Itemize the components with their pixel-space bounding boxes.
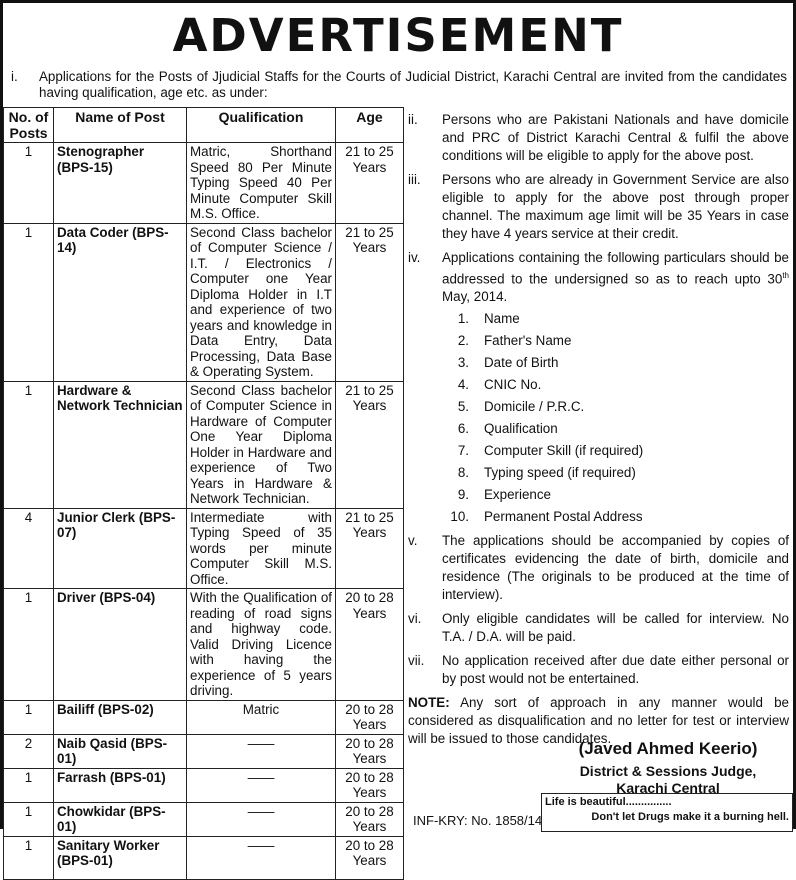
particular-label: CNIC No.	[484, 377, 542, 393]
post-qualification: Intermediate with Typing Speed of 35 words per minute Computer Skill M.S. Office.	[187, 508, 336, 589]
post-name: Stenographer (BPS-15)	[54, 143, 187, 224]
signatory-designation: District & Sessions Judge,	[579, 763, 757, 779]
particular-label: Typing speed (if required)	[484, 465, 636, 481]
particular-number: 2.	[457, 333, 469, 349]
particulars-list	[408, 308, 789, 528]
particular-label: Father's Name	[484, 333, 572, 349]
post-age: 20 to 28 Years	[336, 802, 404, 836]
slogan-line-1: Life is beautiful...............	[545, 796, 672, 808]
post-name: Sanitary Worker (BPS-01)	[54, 836, 187, 879]
signature-block	[553, 739, 783, 797]
post-qualification: ——	[187, 836, 336, 879]
condition-number: vi.	[408, 611, 422, 627]
condition-text: Only eligible candidates will be called for interview. No T.A. / D.A. will be paid.	[442, 611, 789, 645]
header-age: Age	[336, 108, 404, 143]
particular-label: Name	[484, 311, 520, 327]
post-qualification: ——	[187, 768, 336, 802]
particular-item	[442, 374, 789, 396]
condition-ii	[408, 111, 789, 165]
particular-item	[442, 308, 789, 330]
table-row	[4, 508, 404, 589]
table-row	[4, 836, 404, 879]
particular-item	[442, 440, 789, 462]
post-name: Chowkidar (BPS-01)	[54, 802, 187, 836]
slogan-line-2: Don't let Drugs make it a burning hell.	[591, 811, 789, 823]
post-name: Junior Clerk (BPS-07)	[54, 508, 187, 589]
post-name: Hardware & Network Technician	[54, 381, 187, 508]
signatory-place: Karachi Central	[616, 780, 720, 796]
condition-text: The applications should be accompanied by copies of certificates evidencing the date of birth, domicile and residence (The originals to be produced at the time of interview).	[442, 533, 789, 603]
particular-item	[442, 506, 789, 528]
post-qualification: Matric	[187, 700, 336, 734]
post-age: 20 to 28 Years	[336, 836, 404, 879]
posts-count: 1	[4, 700, 54, 734]
particular-number: 1.	[457, 311, 469, 327]
conditions-column	[408, 111, 789, 748]
particular-label: Domicile / P.R.C.	[484, 399, 585, 415]
table-row	[4, 802, 404, 836]
post-name: Naib Qasid (BPS-01)	[54, 734, 187, 768]
posts-count: 1	[4, 143, 54, 224]
note-text: Any sort of approach in any manner would be considered as disqualification and no letter for test or interview will be issued to those candidates.	[408, 695, 789, 747]
condition-iii	[408, 171, 789, 243]
header-qualification: Qualification	[187, 108, 336, 143]
particular-number: 9.	[457, 487, 469, 503]
posts-count: 4	[4, 508, 54, 589]
condition-text	[442, 249, 789, 306]
condition-number: iii.	[408, 172, 421, 187]
particular-number: 3.	[457, 355, 469, 371]
posts-count: 1	[4, 802, 54, 836]
table-row	[4, 589, 404, 701]
particular-item	[442, 352, 789, 374]
posts-count: 1	[4, 223, 54, 381]
post-qualification: With the Qualification of reading of road signs and highway code. Valid Driving Licence with having the experience of 5 years driving.	[187, 589, 336, 701]
post-age: 21 to 25 Years	[336, 143, 404, 224]
posts-count: 1	[4, 589, 54, 701]
particular-number: 5.	[457, 399, 469, 415]
particular-number: 4.	[457, 377, 469, 393]
post-qualification: ——	[187, 734, 336, 768]
condition-v	[408, 532, 789, 604]
particular-item	[442, 418, 789, 440]
particular-label: Qualification	[484, 421, 558, 437]
posts-count: 2	[4, 734, 54, 768]
particular-number: 7.	[457, 443, 469, 459]
table-row	[4, 143, 404, 224]
condition-vii	[408, 652, 789, 688]
post-age: 21 to 25 Years	[336, 381, 404, 508]
posts-count: 1	[4, 836, 54, 879]
condition-text-b: May, 2014.	[442, 289, 508, 305]
table-row	[4, 734, 404, 768]
particular-label: Date of Birth	[484, 355, 559, 371]
intro-paragraph	[11, 69, 787, 101]
condition-text: No application received after due date either personal or by post would not be entertained.	[442, 653, 789, 687]
posts-table	[3, 107, 404, 880]
intro-number: i.	[11, 69, 18, 84]
particular-item	[442, 484, 789, 506]
condition-number: ii.	[408, 112, 418, 127]
particular-label: Experience	[484, 487, 551, 503]
note-label: NOTE:	[408, 695, 450, 711]
table-row	[4, 381, 404, 508]
post-qualification: Second Class bachelor of Computer Science / I.T. / Electronics / Computer one Year Diploma Holder in I.T and experience of two years and knowledge in Data Entry, Data Processing, Data Base & Operating System.	[187, 223, 336, 381]
date-suffix: th	[782, 271, 789, 280]
post-name: Data Coder (BPS-14)	[54, 223, 187, 381]
condition-text: Persons who are already in Government Service are also eligible to apply for the above post through proper channel. The maximum age limit will be 35 Years in case they have 4 years service at their credit.	[442, 172, 789, 241]
post-age: 20 to 28 Years	[336, 768, 404, 802]
posts-count: 1	[4, 381, 54, 508]
particular-item	[442, 330, 789, 352]
table-row	[4, 768, 404, 802]
post-name: Bailiff (BPS-02)	[54, 700, 187, 734]
condition-iv	[408, 249, 789, 306]
post-qualification: Second Class bachelor of Computer Science in Hardware of Computer One Year Diploma Holder in Hardware and experience of Two Years in Hardware & Network Technician.	[187, 381, 336, 508]
particular-number: 8.	[457, 465, 469, 481]
particular-item	[442, 396, 789, 418]
post-age: 20 to 28 Years	[336, 700, 404, 734]
post-age: 21 to 25 Years	[336, 223, 404, 381]
signatory-name: (Javed Ahmed Keerio)	[578, 739, 758, 758]
post-qualification: Matric, Shorthand Speed 80 Per Minute Typing Speed 40 Per Minute Computer Skill M.S. Office.	[187, 143, 336, 224]
particular-label: Computer Skill (if required)	[484, 443, 644, 459]
posts-count: 1	[4, 768, 54, 802]
condition-number: v.	[408, 533, 418, 549]
particular-item	[442, 462, 789, 484]
anti-drug-slogan-box	[541, 793, 793, 832]
post-age: 21 to 25 Years	[336, 508, 404, 589]
condition-vi	[408, 610, 789, 646]
table-row	[4, 223, 404, 381]
condition-text: Persons who are Pakistani Nationals and have domicile and PRC of District Karachi Central & fulfil the above conditions will be eligible to apply for the above post.	[442, 112, 789, 163]
post-qualification: ——	[187, 802, 336, 836]
particular-number: 6.	[457, 421, 469, 437]
condition-text-a: Applications containing the following particulars should be addressed to the undersigned so as to reach upto 30	[442, 250, 789, 287]
post-name: Driver (BPS-04)	[54, 589, 187, 701]
page-title: ADVERTISEMENT	[172, 9, 624, 62]
condition-number: vii.	[408, 653, 425, 669]
table-row	[4, 700, 404, 734]
particular-number: 10.	[450, 509, 469, 525]
post-age: 20 to 28 Years	[336, 734, 404, 768]
post-age: 20 to 28 Years	[336, 589, 404, 701]
post-name: Farrash (BPS-01)	[54, 768, 187, 802]
header-name-of-post: Name of Post	[54, 108, 187, 143]
reference-number: INF-KRY: No. 1858/14	[413, 813, 543, 828]
condition-number: iv.	[408, 250, 421, 265]
intro-text: Applications for the Posts of Jjudicial Staffs for the Courts of Judicial District, Karachi Central are invited from the candidates having qualification, age etc. as under:	[39, 69, 787, 100]
particular-label: Permanent Postal Address	[484, 509, 643, 525]
header-no-of-posts: No. of Posts	[4, 108, 54, 143]
